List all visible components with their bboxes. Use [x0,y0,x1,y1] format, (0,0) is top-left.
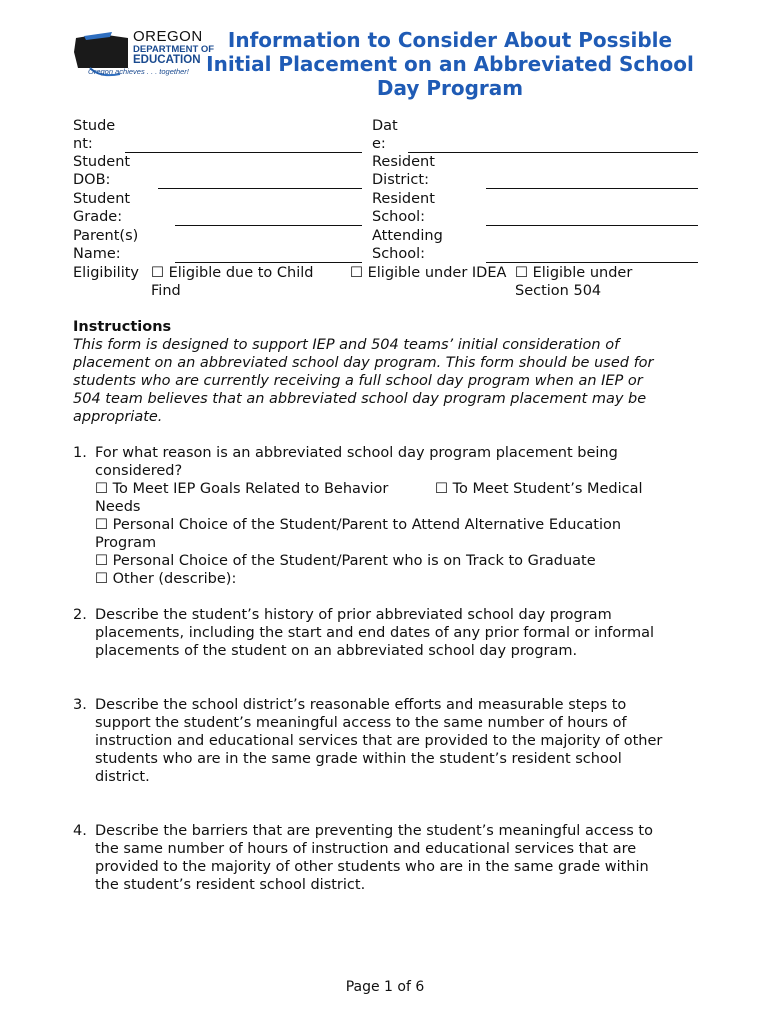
question-2-text: placements of the student on an abbreviated school day program. [95,643,578,659]
student-label-1: Stude [73,118,116,134]
eligibility-label: Eligibility [73,265,140,281]
logo-department-text: DEPARTMENT OF [133,44,215,55]
question-1-text: considered? [95,463,183,479]
question-4-text: the student’s resident school district. [95,877,366,893]
instructions-line: placement on an abbreviated school day program. This form should be used for [73,355,654,371]
grade-field[interactable] [175,225,362,226]
question-4-text: provided to the majority of other students who are in the same grade within [95,859,649,875]
resident-school-label-1: Resident [372,191,435,207]
question-3-text: Describe the school district’s reasonable efforts and measurable steps to [95,697,627,713]
eligibility-child-find-checkbox[interactable]: ☐ Eligible due to Child [151,265,314,281]
question-2-text: placements, including the start and end dates of any prior formal or informal [95,625,655,641]
reason-alternative-education-label: Program [95,535,157,551]
question-4-number: 4. [73,823,87,839]
resident-school-field[interactable] [486,225,698,226]
question-1-number: 1. [73,445,87,461]
parents-label-2: Name: [73,246,121,262]
date-label-2: e: [372,136,386,152]
question-3-text: support the student’s meaningful access to the same number of hours of [95,715,627,731]
reason-medical-checkbox[interactable]: ☐ To Meet Student’s Medical [435,481,643,497]
title-line-1: Information to Consider About Possible [227,28,673,52]
instructions-line: appropriate. [73,409,163,425]
instructions-line: 504 team believes that an abbreviated school day program placement may be [73,391,647,407]
date-label-1: Dat [372,118,398,134]
question-4-text: the same number of hours of instruction and educational services that are [95,841,637,857]
logo-oregon-text: OREGON [133,28,203,45]
resident-district-field[interactable] [486,188,698,189]
logo-education-text: EDUCATION [133,54,201,66]
reason-alternative-education-checkbox[interactable]: ☐ Personal Choice of the Student/Parent to Attend Alternative Education [95,517,622,533]
attending-school-label-1: Attending [372,228,443,244]
question-3-number: 3. [73,697,87,713]
question-2-number: 2. [73,607,87,623]
dob-field[interactable] [158,188,362,189]
title-line-2: Initial Placement on an Abbreviated School [206,52,694,76]
parents-label-1: Parent(s) [73,228,139,244]
date-field[interactable] [408,152,698,153]
dob-label-1: Student [73,154,131,170]
student-label-2: nt: [73,136,93,152]
question-3-text: students who are in the same grade within the student’s resident school [95,751,622,767]
logo-tagline: Oregon achieves . . . together! [88,67,189,76]
instructions-line: students who are currently receiving a full school day program when an IEP or [73,373,643,389]
question-3-text: instruction and educational services that are provided to the majority of other [95,733,663,749]
student-name-field[interactable] [125,152,362,153]
question-1-text: For what reason is an abbreviated school day program placement being [95,445,618,461]
attending-school-label-2: School: [372,246,426,262]
attending-school-field[interactable] [486,262,698,263]
eligibility-504-checkbox[interactable]: ☐ Eligible under [515,265,633,281]
eligibility-504-label: Section 504 [515,283,602,299]
reason-behavior-checkbox[interactable]: ☐ To Meet IEP Goals Related to Behavior [95,481,389,497]
question-3-text: district. [95,769,150,785]
grade-label-1: Student [73,191,131,207]
question-4-text: Describe the barriers that are preventing the student’s meaningful access to [95,823,653,839]
resident-school-label-2: School: [372,209,426,225]
reason-medical-label: Needs [95,499,141,515]
reason-other-checkbox[interactable]: ☐ Other (describe): [95,571,237,587]
dob-label-2: DOB: [73,172,111,188]
question-2-text: Describe the student’s history of prior abbreviated school day program [95,607,612,623]
reason-on-track-checkbox[interactable]: ☐ Personal Choice of the Student/Parent who is on Track to Graduate [95,553,596,569]
page-number: Page 1 of 6 [345,979,425,995]
district-label-2: District: [372,172,429,188]
eligibility-idea-checkbox[interactable]: ☐ Eligible under IDEA [350,265,507,281]
district-label-1: Resident [372,154,435,170]
parents-name-field[interactable] [175,262,362,263]
instructions-line: This form is designed to support IEP and 504 teams’ initial consideration of [73,337,620,353]
grade-label-2: Grade: [73,209,123,225]
eligibility-child-find-label: Find [151,283,181,299]
instructions-heading: Instructions [73,319,172,335]
page-title [200,28,700,100]
title-line-3: Day Program [376,76,524,100]
